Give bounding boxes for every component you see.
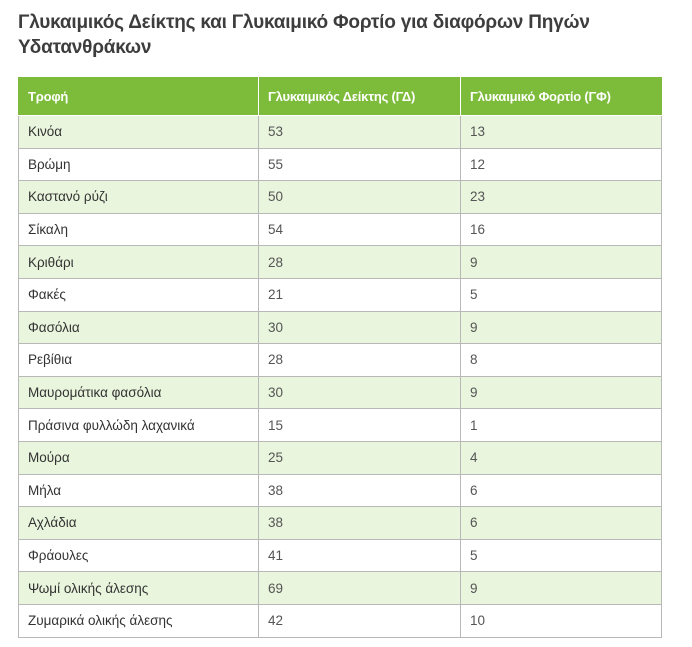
gl-cell: 1	[461, 409, 662, 442]
gi-cell: 38	[259, 474, 461, 507]
gi-cell: 25	[259, 441, 461, 474]
food-cell: Ψωμί ολικής άλεσης	[19, 572, 259, 605]
table-row	[19, 148, 662, 181]
table-header-row	[19, 78, 662, 116]
table-row	[19, 278, 662, 311]
gi-cell: 28	[259, 246, 461, 279]
gi-cell: 21	[259, 278, 461, 311]
gi-cell: 53	[259, 116, 461, 149]
table-row	[19, 213, 662, 246]
gl-cell: 9	[461, 572, 662, 605]
gi-cell: 38	[259, 507, 461, 540]
gl-cell: 9	[461, 376, 662, 409]
gi-cell: 55	[259, 148, 461, 181]
gl-cell: 13	[461, 116, 662, 149]
glycemic-table	[18, 77, 662, 638]
gi-cell: 28	[259, 344, 461, 377]
column-header-gi: Γλυκαιμικός Δείκτης (ΓΔ)	[259, 78, 461, 116]
gi-cell: 15	[259, 409, 461, 442]
gi-cell: 30	[259, 376, 461, 409]
table-row	[19, 344, 662, 377]
food-cell: Καστανό ρύζι	[19, 181, 259, 214]
page-title: Γλυκαιμικός Δείκτης και Γλυκαιμικό Φορτίο για διαφόρων Πηγών Υδατανθράκων	[18, 12, 590, 58]
food-cell: Φράουλες	[19, 539, 259, 572]
table-row	[19, 181, 662, 214]
gi-cell: 69	[259, 572, 461, 605]
gl-cell: 4	[461, 441, 662, 474]
food-cell: Ζυμαρικά ολικής άλεσης	[19, 604, 259, 637]
gl-cell: 6	[461, 474, 662, 507]
table-row	[19, 474, 662, 507]
gi-cell: 42	[259, 604, 461, 637]
gi-cell: 41	[259, 539, 461, 572]
food-cell: Βρώμη	[19, 148, 259, 181]
gl-cell: 8	[461, 344, 662, 377]
gl-cell: 16	[461, 213, 662, 246]
food-cell: Αχλάδια	[19, 507, 259, 540]
food-cell: Κριθάρι	[19, 246, 259, 279]
food-cell: Κινόα	[19, 116, 259, 149]
column-header-food: Τροφή	[19, 78, 259, 116]
gl-cell: 10	[461, 604, 662, 637]
table-row	[19, 507, 662, 540]
table-row	[19, 116, 662, 149]
gi-cell: 50	[259, 181, 461, 214]
table-row	[19, 311, 662, 344]
table-row	[19, 539, 662, 572]
gl-cell: 9	[461, 246, 662, 279]
food-cell: Μήλα	[19, 474, 259, 507]
gi-cell: 54	[259, 213, 461, 246]
food-cell: Μούρα	[19, 441, 259, 474]
gl-cell: 5	[461, 539, 662, 572]
gl-cell: 23	[461, 181, 662, 214]
column-header-gl: Γλυκαιμικό Φορτίο (ΓΦ)	[461, 78, 662, 116]
gl-cell: 5	[461, 278, 662, 311]
food-cell: Μαυρομάτικα φασόλια	[19, 376, 259, 409]
table-row	[19, 409, 662, 442]
gl-cell: 9	[461, 311, 662, 344]
food-cell: Σίκαλη	[19, 213, 259, 246]
gl-cell: 12	[461, 148, 662, 181]
food-cell: Πράσινα φυλλώδη λαχανικά	[19, 409, 259, 442]
food-cell: Ρεβίθια	[19, 344, 259, 377]
table-row	[19, 572, 662, 605]
food-cell: Φασόλια	[19, 311, 259, 344]
gi-cell: 30	[259, 311, 461, 344]
table-row	[19, 376, 662, 409]
table-row	[19, 604, 662, 637]
food-cell: Φακές	[19, 278, 259, 311]
table-row	[19, 246, 662, 279]
table-row	[19, 441, 662, 474]
gl-cell: 6	[461, 507, 662, 540]
